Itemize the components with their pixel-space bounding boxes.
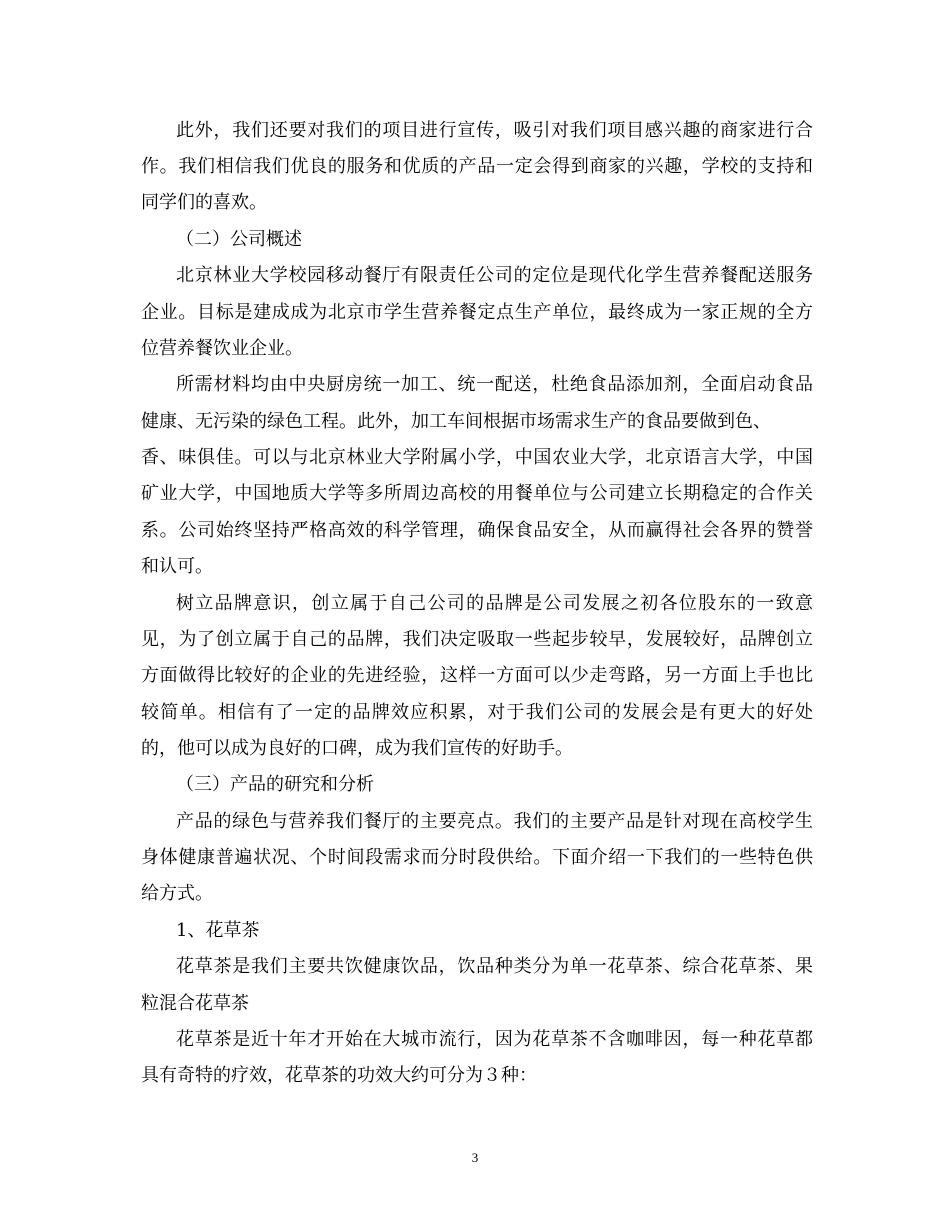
paragraph-line: 同学们的喜欢。 [141, 192, 267, 213]
page-number: 3 [471, 1150, 479, 1165]
section-heading: （二）公司概述 [176, 229, 302, 250]
paragraph-line: 粒混合花草茶 [141, 993, 249, 1014]
subsection-heading: 1、花草茶 [176, 920, 260, 941]
paragraph-line: 作。我们相信我们优良的服务和优质的产品一定会得到商家的兴趣，学校的支持和 [141, 156, 813, 177]
paragraph-line: 产品的绿色与营养我们餐厅的主要亮点。我们的主要产品是针对现在高校学生 [176, 811, 813, 832]
paragraph-line: 花草茶是近十年才开始在大城市流行，因为花草茶不含咖啡因，每一种花草都 [176, 1029, 813, 1050]
paragraph-line: 健康、无污染的绿色工程。此外，加工车间根据市场需求生产的食品要做到色、 [141, 411, 771, 432]
paragraph-line: 花草茶是我们主要共饮健康饮品，饮品种类分为单一花草茶、综合花草茶、果 [176, 956, 813, 977]
paragraph-line: 方面做得比较好的企业的先进经验，这样一方面可以少走弯路，另一方面上手也比 [141, 665, 813, 686]
paragraph-line: 身体健康普遍状况、个时间段需求而分时段供给。下面介绍一下我们的一些特色供 [141, 847, 813, 868]
paragraph-line: 北京林业大学校园移动餐厅有限责任公司的定位是现代化学生营养餐配送服务 [176, 265, 813, 286]
paragraph-line: 见，为了创立属于自己的品牌，我们决定吸取一些起步较早，发展较好，品牌创立 [141, 629, 813, 650]
paragraph-line: 较简单。相信有了一定的品牌效应积累，对于我们公司的发展会是有更大的好处 [141, 702, 813, 723]
paragraph-line: 系。公司始终坚持严格高效的科学管理，确保食品安全，从而赢得社会各界的赞誉 [141, 520, 813, 541]
paragraph-line: 树立品牌意识，创立属于自己公司的品牌是公司发展之初各位股东的一致意 [176, 593, 813, 614]
paragraph-line: 香、味俱佳。可以与北京林业大学附属小学，中国农业大学，北京语言大学，中国 [141, 447, 813, 468]
paragraph-line: 位营养餐饮业企业。 [141, 338, 303, 359]
paragraph-line: 此外，我们还要对我们的项目进行宣传，吸引对我们项目感兴趣的商家进行合 [176, 120, 813, 141]
paragraph-line: 企业。目标是建成成为北京市学生营养餐定点生产单位，最终成为一家正规的全方 [141, 302, 813, 323]
paragraph-line: 给方式。 [141, 883, 213, 904]
paragraph-line: 矿业大学，中国地质大学等多所周边高校的用餐单位与公司建立长期稳定的合作关 [141, 483, 813, 504]
paragraph-line: 和认可。 [141, 556, 213, 577]
paragraph-line: 具有奇特的疗效，花草茶的功效大约可分为３种： [141, 1065, 537, 1086]
paragraph-line: 的，他可以成为良好的口碑，成为我们宣传的好助手。 [141, 738, 573, 759]
paragraph-line: 所需材料均由中央厨房统一加工、统一配送，杜绝食品添加剂，全面启动食品 [176, 374, 813, 395]
section-heading: （三）产品的研究和分析 [176, 774, 374, 795]
